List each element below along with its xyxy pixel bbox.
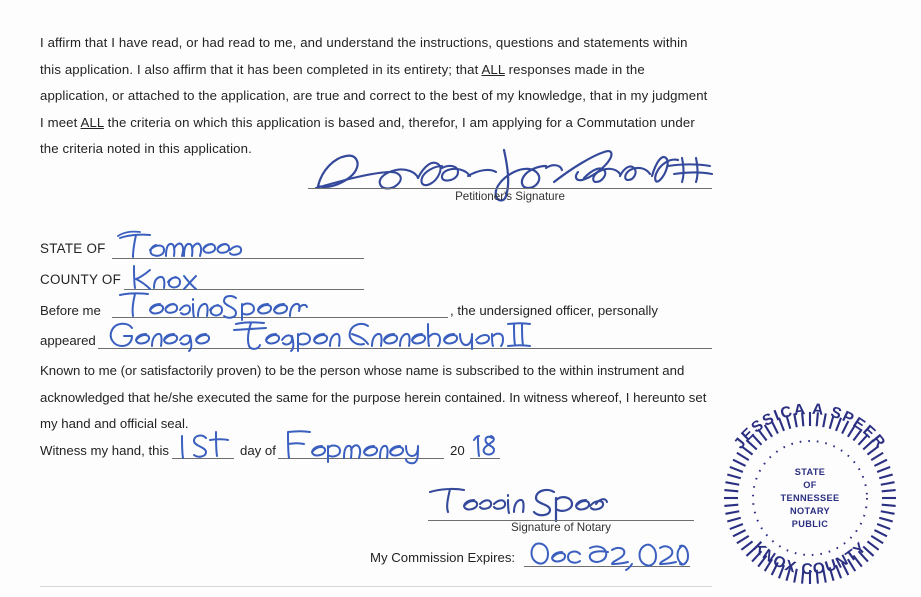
petitioner-signature-rule xyxy=(308,188,712,189)
affirmation-emphasis-all-1: ALL xyxy=(481,61,505,77)
commission-expires-label: My Commission Expires: xyxy=(370,550,516,565)
notary-seal-stamp xyxy=(704,402,916,586)
affirmation-text-part-2: responses made in the application, or attached to the application, are true and correct to the best of my knowledge, that in my judgment I meet xyxy=(40,61,708,130)
svg-text:OF: OF xyxy=(803,480,817,490)
seal-bottom-arc-text: KNOX COUNTY xyxy=(749,538,871,579)
acknowledgement-paragraph: Known to me (or satisfactorily proven) to be the person whose name is subscribed to the within instrument and acknowledged that he/she executed the same for the purpose herein contained. In witness whereof, I hereunto set my hand and official seal. xyxy=(40,363,707,431)
county-value-handwritten xyxy=(128,262,218,292)
svg-text:NOTARY: NOTARY xyxy=(790,506,830,516)
appeared-value-handwritten xyxy=(104,318,544,352)
commission-expires-handwritten xyxy=(528,538,688,568)
undersigned-officer-text: , the undersigned officer, personally xyxy=(450,303,658,318)
state-label: STATE OF xyxy=(40,241,106,256)
petitioner-signature-caption: Petitioner's Signature xyxy=(455,190,565,203)
seal-center-text xyxy=(781,467,840,529)
county-label: COUNTY OF xyxy=(40,272,122,287)
affirmation-text-part-1: I affirm that I have read, or had read to me, and understand the instructions, questions and statements within this application. I also affirm that it has been completed in its entirety; that xyxy=(40,35,688,77)
notary-signature-caption: Signature of Notary xyxy=(511,521,611,534)
appeared-label: appeared xyxy=(40,333,96,348)
svg-text:PUBLIC: PUBLIC xyxy=(791,519,829,529)
seal-top-arc-text: JESSICA A SPEER xyxy=(730,402,890,453)
state-value-handwritten xyxy=(116,230,246,262)
year-rule xyxy=(470,458,500,459)
bottom-divider xyxy=(40,586,712,587)
svg-text:TENNESSEE: TENNESSEE xyxy=(780,493,840,503)
clipped-next-paragraph xyxy=(40,590,712,597)
notary-signature-mark xyxy=(428,484,608,522)
day-of-label: day of xyxy=(240,443,276,458)
year-prefix-label: 20 xyxy=(450,443,465,458)
before-me-label: Before me xyxy=(40,303,101,318)
witness-label: Witness my hand, this xyxy=(40,443,169,458)
witness-day-handwritten xyxy=(176,430,232,460)
witness-month-handwritten xyxy=(282,428,422,464)
before-me-value-handwritten xyxy=(118,290,308,320)
affirmation-text-part-3: the criteria on which this application is based and, therefor, I am applying for a Commutation under the criteria noted in this application. xyxy=(40,114,695,156)
year-value-handwritten xyxy=(472,432,500,458)
svg-text:STATE: STATE xyxy=(794,467,826,477)
affirmation-emphasis-all-2: ALL xyxy=(80,114,104,130)
